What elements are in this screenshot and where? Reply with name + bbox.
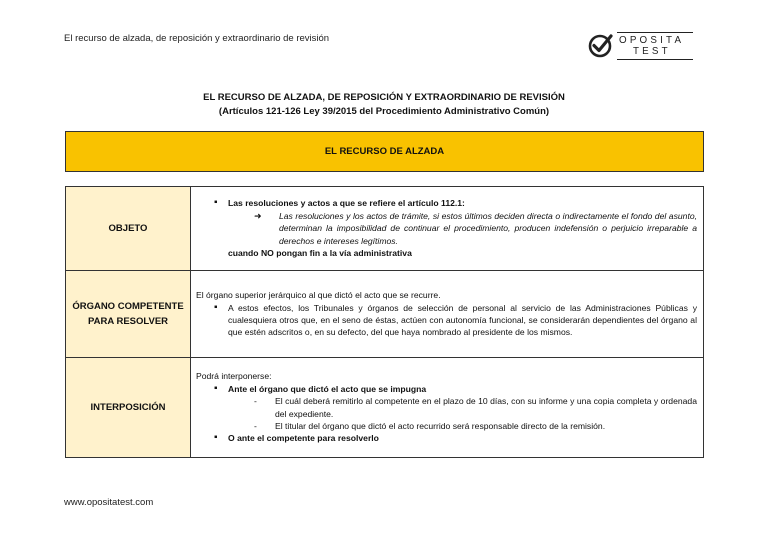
oposita-test-logo bbox=[587, 31, 697, 61]
table-row-interposicion bbox=[66, 358, 704, 458]
row-label-interposicion: INTERPOSICIÓN bbox=[66, 358, 191, 458]
table-row-organo bbox=[66, 271, 704, 358]
arrow-right-icon: ➜ bbox=[254, 210, 262, 221]
arrow-item bbox=[196, 210, 697, 247]
logo-word-oposita: OPOSITA bbox=[619, 35, 685, 46]
dash-item-2-text: El titular del órgano que dictó el acto recurrido será responsable directo de la remisión. bbox=[275, 420, 606, 431]
row-label-objeto: OBJETO bbox=[66, 187, 191, 271]
section-banner bbox=[65, 131, 704, 172]
dash-marker: - bbox=[254, 420, 257, 431]
check-circle-icon bbox=[587, 32, 614, 59]
organo-intro: El órgano superior jerárquico al que dictó el acto que se recurre. bbox=[196, 290, 441, 301]
table-row-objeto bbox=[66, 187, 704, 271]
footer-url: www.opositatest.com bbox=[64, 497, 154, 508]
interposicion-bullet-1: ▪ Ante el órgano que dictó el acto que se impugna bbox=[196, 383, 697, 395]
row-label-organo: ÓRGANO COMPETENTE PARA RESOLVER bbox=[66, 271, 191, 358]
row-content-interposicion bbox=[191, 358, 704, 458]
organo-bullet: ▪ A estos efectos, los Tribunales y órganos de selección de personal al servicio de las Administraciones Públicas y cualesquiera otros que, en el seno de éstas, actúen con autonomía funcional, se considerarán dependientes del órgano al que estén adscritos o, en su defecto, del que haya nombrado al presidente de los mismos. bbox=[196, 302, 697, 339]
row-content-organo bbox=[191, 271, 704, 358]
page-title: EL RECURSO DE ALZADA, DE REPOSICIÓN Y EXTRAORDINARIO DE REVISIÓN bbox=[203, 92, 565, 103]
interposicion-intro: Podrá interponerse: bbox=[196, 371, 272, 382]
content-table bbox=[65, 186, 704, 458]
dash-marker: - bbox=[254, 396, 257, 407]
dash-item-1 bbox=[196, 395, 697, 420]
page-subtitle: (Artículos 121-126 Ley 39/2015 del Procedimiento Administrativo Común) bbox=[218, 106, 550, 117]
section-banner-text: EL RECURSO DE ALZADA bbox=[324, 146, 445, 157]
logo-word-test: TEST bbox=[633, 46, 671, 57]
row-content-objeto bbox=[191, 187, 704, 271]
bullet-articulo: ▪ Las resoluciones y actos a que se refiere el artículo 112.1: bbox=[196, 197, 697, 209]
header-doc-title: El recurso de alzada, de reposición y extraordinario de revisión bbox=[64, 33, 330, 44]
dash-item-1-text: El cuál deberá remitirlo al competente en el plazo de 10 días, con su informe y una copia completa y ordenada del expediente. bbox=[275, 396, 697, 419]
interposicion-bullet-2: ▪ O ante el competente para resolverlo bbox=[196, 432, 697, 444]
arrow-item-text: Las resoluciones y los actos de trámite, si estos últimos deciden directa o indirectamente el fondo del asunto, determinan la imposibilidad de continuar el procedimiento, producen indefensión o perjuicio irreparable a derechos e intereses legítimos. bbox=[279, 210, 697, 246]
closing-text: cuando NO pongan fin a la vía administrativa bbox=[228, 248, 412, 259]
dash-item-2 bbox=[196, 420, 697, 432]
